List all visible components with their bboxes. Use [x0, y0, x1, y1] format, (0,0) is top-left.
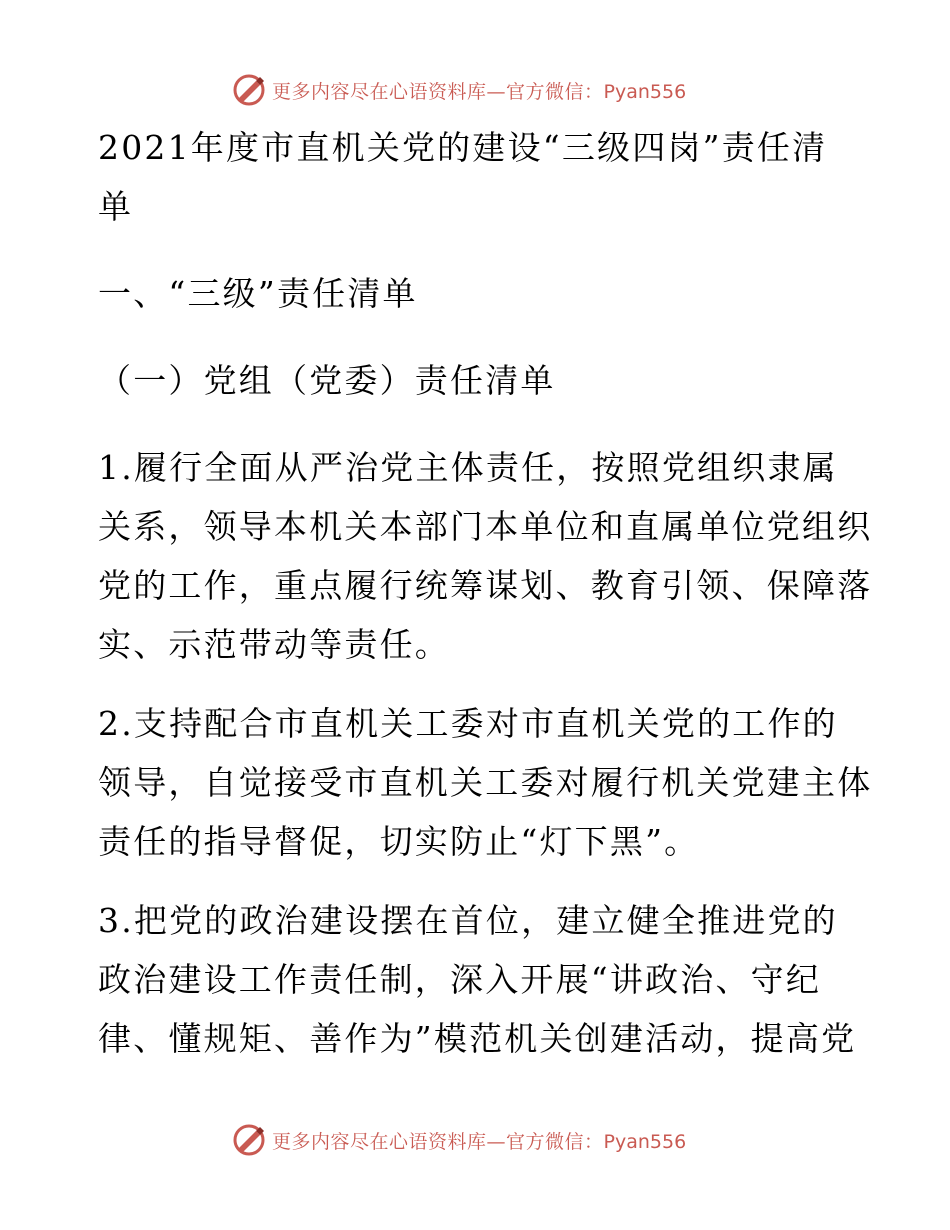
section-heading-1: 一、“三级”责任清单: [98, 274, 418, 313]
watermark-banner-bottom: [232, 1122, 686, 1158]
document-title-line-2: 单: [98, 187, 134, 226]
paragraph-line: 2.支持配合市直机关工委对市直机关党的工作的: [98, 704, 838, 743]
pen-logo-icon: [232, 1123, 266, 1157]
watermark-text: 更多内容尽在心语资料库—官方微信：Pyan556: [272, 80, 687, 103]
paragraph-line: 政治建设工作责任制，深入开展“讲政治、守纪: [98, 960, 822, 999]
paragraph-line: 律、懂规矩、善作为”模范机关创建活动，提高党: [98, 1019, 857, 1058]
paragraph-line: 责任的指导督促，切实防止“灯下黑”。: [98, 822, 700, 861]
document-body: [98, 118, 873, 1068]
pen-logo-icon: [232, 73, 266, 107]
paragraph-line: 1.履行全面从严治党主体责任，按照党组织隶属: [98, 448, 838, 487]
paragraph-2: [98, 694, 873, 871]
paragraph-3: [98, 891, 858, 1068]
paragraph-line: 关系，领导本机关本部门本单位和直属单位党组织: [98, 507, 873, 546]
paragraph-1: [98, 438, 873, 674]
document-title-line-1: 2021年度市直机关党的建设“三级四岗”责任清: [98, 128, 828, 167]
watermark-text: 更多内容尽在心语资料库—官方微信：Pyan556: [272, 1130, 687, 1153]
paragraph-line: 实、示范带动等责任。: [98, 625, 450, 664]
section-heading-2: （一）党组（党委）责任清单: [98, 361, 556, 400]
paragraph-line: 领导，自觉接受市直机关工委对履行机关党建主体: [98, 763, 873, 802]
watermark-banner-top: [232, 72, 686, 108]
paragraph-line: 3.把党的政治建设摆在首位，建立健全推进党的: [98, 901, 838, 940]
paragraph-line: 党的工作，重点履行统筹谋划、教育引领、保障落: [98, 566, 873, 605]
